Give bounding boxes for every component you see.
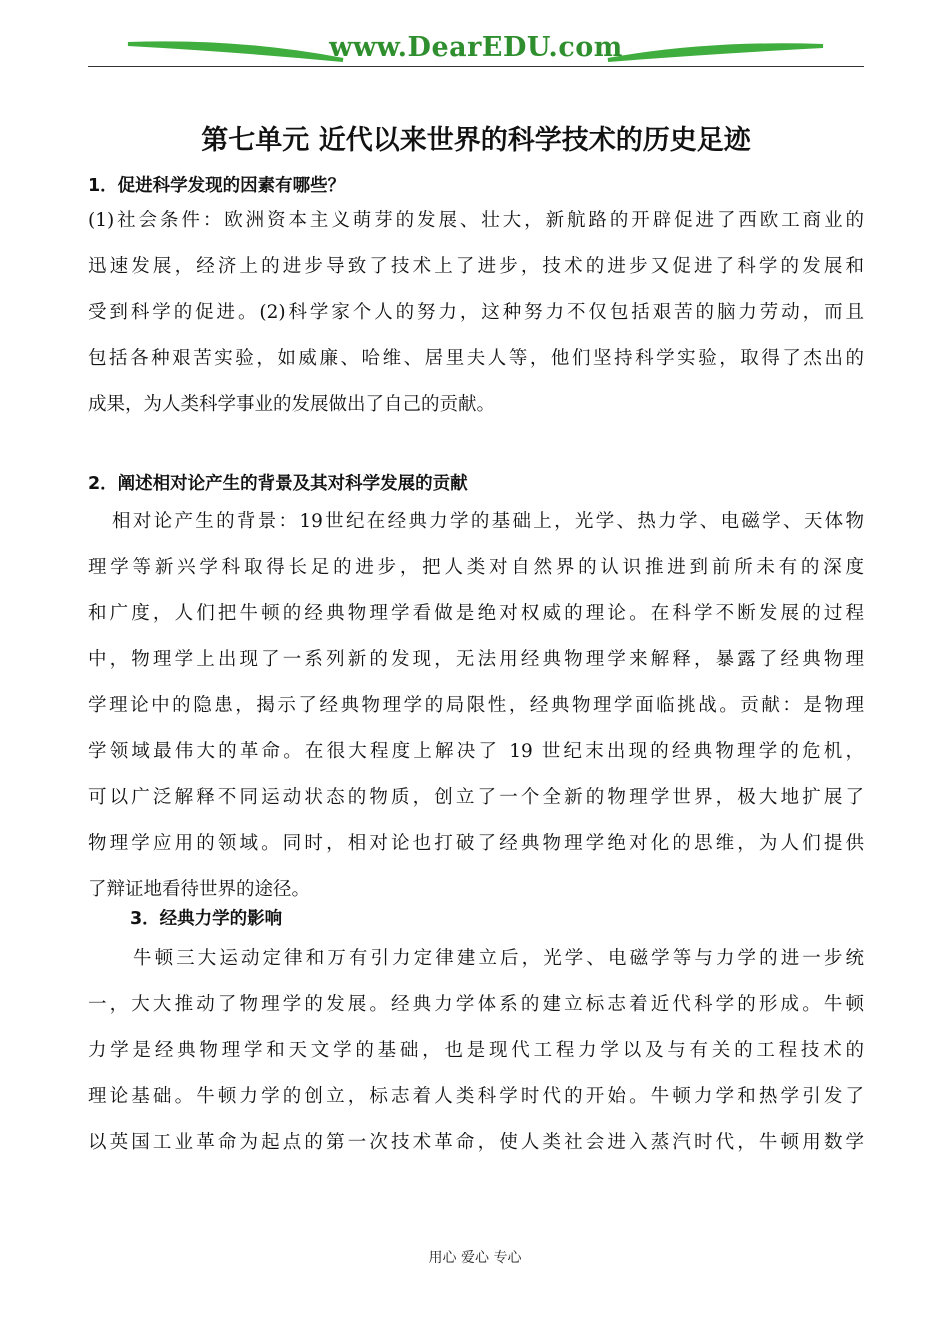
text-line: 以英国工业革命为起点的第一次技术革命，使人类社会进入蒸汽时代，牛顿用数学: [88, 1132, 864, 1153]
text-line: 一，大大推动了物理学的发展。经典力学体系的建立标志着近代科学的形成。牛顿: [88, 994, 864, 1015]
text-line: 学领域最伟大的革命。在很大程度上解决了 19 世纪末出现的经典物理学的危机，: [88, 741, 864, 762]
text-line: (1)社会条件：欧洲资本主义萌芽的发展、壮大，新航路的开辟促进了西欧工商业的: [88, 210, 864, 231]
section-2-heading: 2．阐述相对论产生的背景及其对科学发展的贡献: [88, 474, 468, 494]
section-2-body: [88, 545, 864, 913]
section-2-body-first: [112, 499, 864, 545]
header-rule: [88, 66, 864, 67]
text-line: 迅速发展，经济上的进步导致了技术上了进步，技术的进步又促进了科学的发展和: [88, 256, 864, 277]
site-header: [88, 30, 864, 70]
section-1-heading: 1．促进科学发现的因素有哪些？: [88, 176, 346, 196]
page-title: 第七单元 近代以来世界的科学技术的历史足迹: [201, 125, 751, 156]
section-3-body-first: [133, 936, 864, 982]
text-line: 理学等新兴学科取得长足的进步，把人类对自然界的认识推进到前所未有的深度: [88, 557, 864, 578]
text-line: 力学是经典物理学和天文学的基础，也是现代工程力学以及与有关的工程技术的: [88, 1040, 864, 1061]
section-1-body: [88, 198, 864, 428]
section-3-body: [88, 982, 864, 1166]
text-line: 物理学应用的领域。同时，相对论也打破了经典物理学绝对化的思维，为人们提供: [88, 833, 864, 854]
text-line: 了辩证地看待世界的途径。: [88, 879, 311, 900]
text-line: 理论基础。牛顿力学的创立，标志着人类科学时代的开始。牛顿力学和热学引发了: [88, 1086, 864, 1107]
text-line: 相对论产生的背景：19世纪在经典力学的基础上，光学、热力学、电磁学、天体物: [112, 511, 864, 532]
text-line: 学理论中的隐患，揭示了经典物理学的局限性，经典物理学面临挑战。贡献：是物理: [88, 695, 864, 716]
text-line: 成果，为人类科学事业的发展做出了自己的贡献。: [88, 394, 496, 415]
text-line: 和广度，人们把牛顿的经典物理学看做是绝对权威的理论。在科学不断发展的过程: [88, 603, 864, 624]
text-line: 受到科学的促进。(2)科学家个人的努力，这种努力不仅包括艰苦的脑力劳动，而且: [88, 302, 864, 323]
section-3-heading: 3．经典力学的影响: [130, 909, 283, 929]
text-line: 中，物理学上出现了一系列新的发现，无法用经典物理学来解释，暴露了经典物理: [88, 649, 864, 670]
text-line: 可以广泛解释不同运动状态的物质，创立了一个全新的物理学世界，极大地扩展了: [88, 787, 864, 808]
text-line: 牛顿三大运动定律和万有引力定律建立后，光学、电磁学等与力学的进一步统: [133, 948, 864, 969]
page-footer: 用心 爱心 专心: [428, 1250, 522, 1266]
text-line: 包括各种艰苦实验，如威廉、哈维、居里夫人等，他们坚持科学实验，取得了杰出的: [88, 348, 864, 369]
site-logo: www.DearEDU.com: [329, 32, 623, 63]
